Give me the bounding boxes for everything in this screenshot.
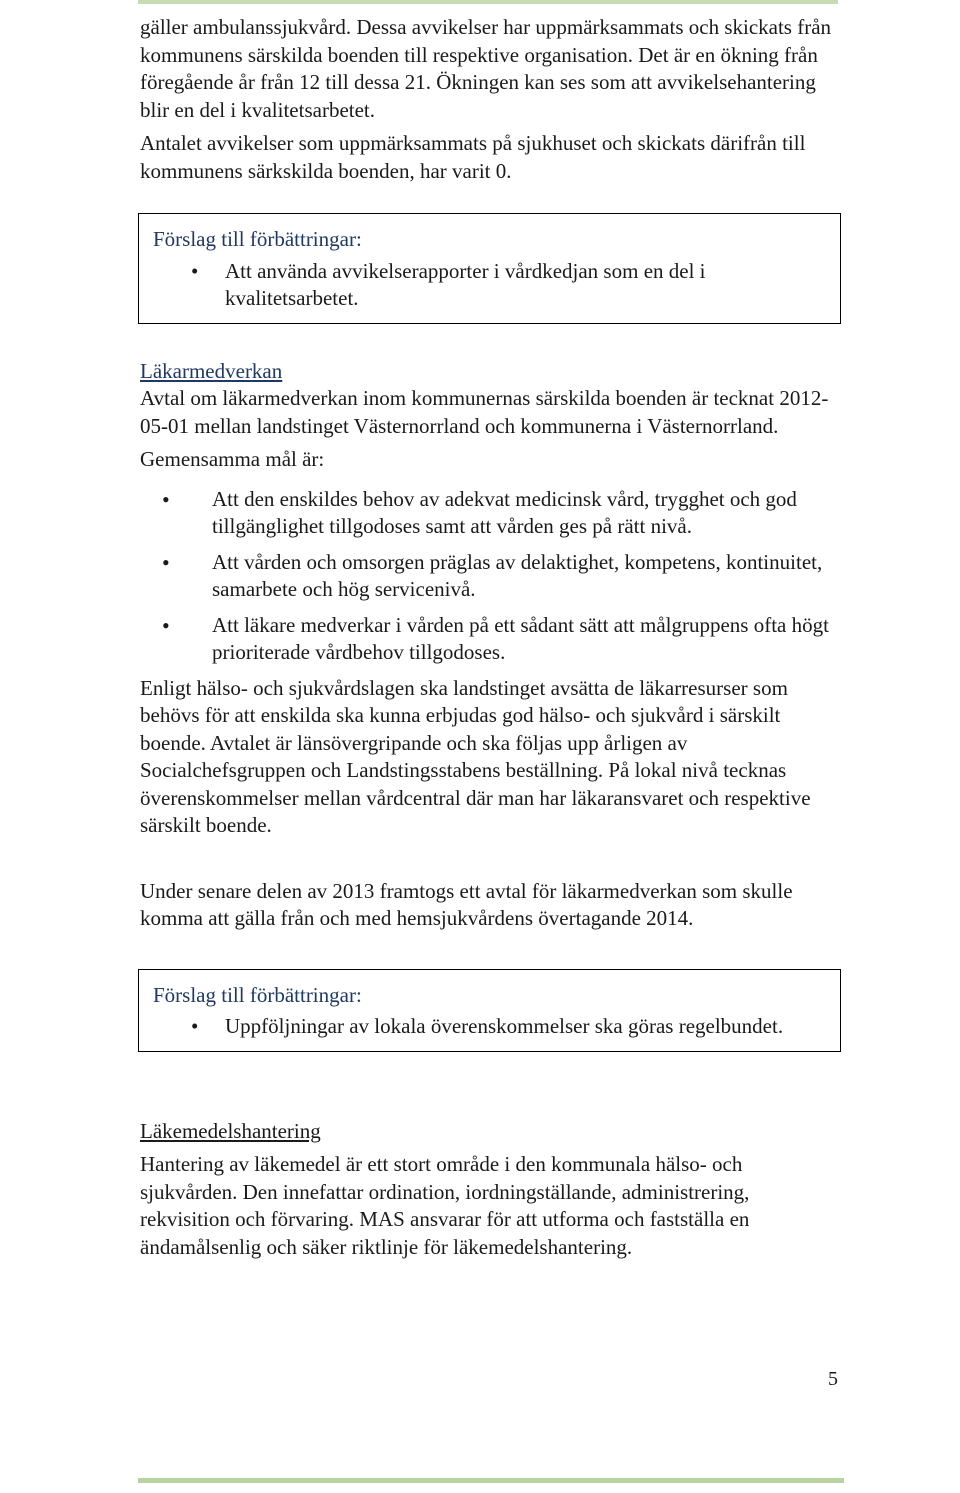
list-item: • Att den enskildes behov av adekvat medicinsk vård, trygghet och god tillgänglighet tillgodoses samt att vården ges på rätt nivå. xyxy=(162,486,797,538)
top-rule xyxy=(138,0,838,4)
paragraph-avtal: Avtal om läkarmedverkan inom kommunernas särskilda boenden är tecknat 2012-05-01 mellan landstinget Västernorrland och kommunerna i Västernorrland. xyxy=(140,386,829,438)
improvement-list xyxy=(153,258,824,313)
section-heading-lakarmedverkan: Läkarmedverkan xyxy=(140,358,283,383)
paragraph-ambulance: gäller ambulanssjukvård. Dessa avvikelser har uppmärksammats och skickats från kommunens särskilda boenden till respektive organisation. Det är en ökning från föregående år från 12 till dessa 21. Ökningen kan ses som att avvikelsehantering blir en del i kvalitetsarbetet. xyxy=(140,15,832,122)
bullet-icon: • xyxy=(191,258,199,283)
goals-heading: Gemensamma mål är: xyxy=(140,447,325,471)
bullet-icon: • xyxy=(162,486,170,512)
page-content xyxy=(140,14,842,1261)
improvement-box-2 xyxy=(138,969,841,1052)
paragraph-halso-sjukvardslagen: Enligt hälso- och sjukvårdslagen ska landstinget avsätta de läkarresurser som behövs för att enskilda ska kunna erbjudas god hälso- och sjukvård i särskilt boende. Avtalet är länsövergripande och ska följas upp årligen av Socialchefsgruppen och Landstingsstabens beställning. På lokal nivå tecknas överenskommelser mellan vårdcentral där man har läkaransvaret och respektive särskilt boende. xyxy=(140,675,811,837)
improvement-box-1 xyxy=(138,213,841,324)
page-number: 5 xyxy=(828,1368,838,1390)
paragraph-2013: Under senare delen av 2013 framtogs ett avtal för läkarmedverkan som skulle komma att gälla från och med hemsjukvårdens övertagande 2014. xyxy=(140,878,793,930)
improvement-box-title: Förslag till förbättringar: xyxy=(153,982,362,1007)
list-item: • Att läkare medverkar i vården på ett sådant sätt att målgruppens ofta högt prioriterade vårdbehov tillgodoses. xyxy=(162,612,829,664)
bottom-rule xyxy=(138,1478,844,1483)
goals-list xyxy=(140,486,842,667)
improvement-list xyxy=(153,1013,824,1041)
bullet-icon: • xyxy=(191,1014,199,1038)
list-item: • Uppföljningar av lokala överenskommelser ska göras regelbundet. xyxy=(153,1013,824,1041)
section-heading-lakemedelshantering: Läkemedelshantering xyxy=(140,1118,321,1143)
improvement-box-title: Förslag till förbättringar: xyxy=(153,227,362,251)
bullet-icon: • xyxy=(162,549,170,575)
list-item: • Att vården och omsorgen präglas av delaktighet, kompetens, kontinuitet, samarbete och hög servicenivå. xyxy=(162,549,823,601)
paragraph-lakemedel: Hantering av läkemedel är ett stort område i den kommunala hälso- och sjukvården. Den innefattar ordination, iordningställande, administrering, rekvisition och förvaring. MAS ansvarar för att utforma och fastställa en ändamålsenlig och säker riktlinje för läkemedelshantering. xyxy=(140,1152,750,1259)
list-item: • Att använda avvikelserapporter i vårdkedjan som en del i kvalitetsarbetet. xyxy=(191,258,706,310)
bullet-icon: • xyxy=(162,612,170,638)
paragraph-hospital: Antalet avvikelser som uppmärksammats på sjukhuset och skickats därifrån till kommunens särkskilda boenden, har varit 0. xyxy=(140,131,806,183)
